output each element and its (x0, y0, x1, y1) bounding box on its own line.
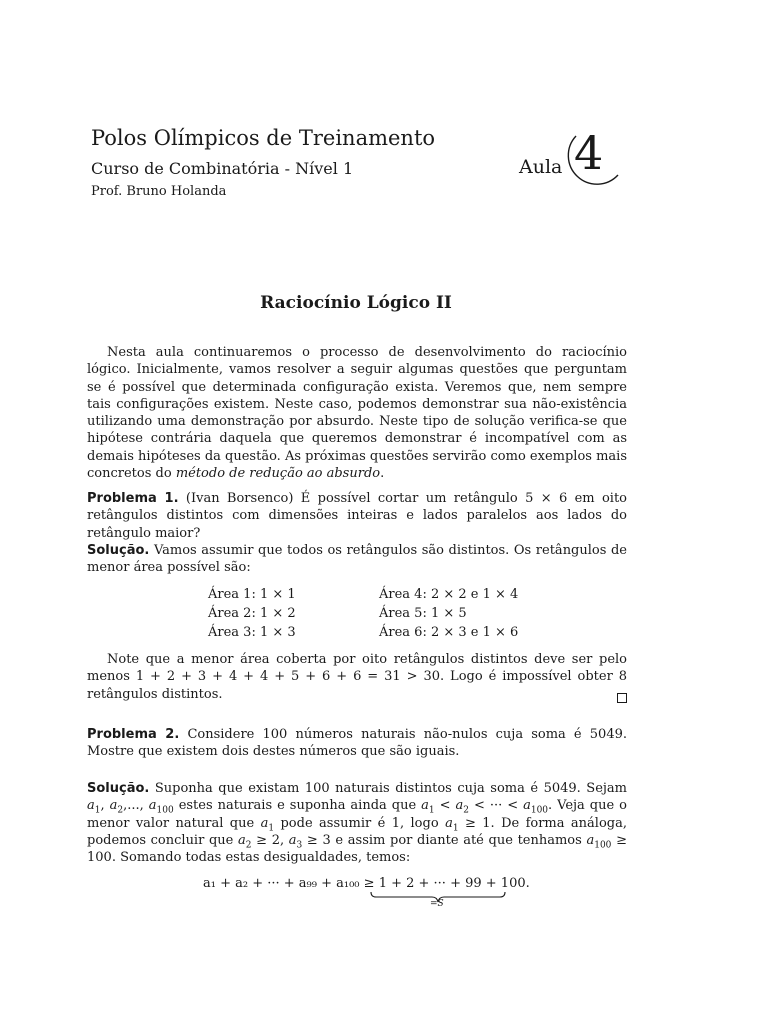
area-item: Área 1: 1 × 1 (208, 587, 296, 602)
area-item: Área 6: 2 × 3 e 1 × 6 (379, 625, 519, 640)
problem-2-text: Considere 100 números naturais não-nulos cuja soma é 5049. Mostre que existem dois destes números que são iguais. (87, 727, 627, 760)
solution-1 (87, 542, 627, 577)
problem-2 (87, 726, 627, 761)
brace-label: =S (430, 899, 444, 909)
math-expr: $a_1 < a_2$ < ··· < $a_{100}$ (421, 798, 549, 816)
solution-2-text: pode assumir é 1, logo (280, 815, 439, 831)
lesson-number: 4 (574, 126, 604, 180)
solution-1-note: Note que a menor área coberta por oito retângulos distintos deve ser pelo menos 1 + 2 + 3 + 4 + 4 + 5 + 6 + 6 = 31 > 30. Logo é impossível obter 8 retângulos distintos. (87, 652, 627, 702)
intro-emphasis: método de redução ao absurdo (175, 466, 381, 482)
course-subtitle: Curso de Combinatória - Nível 1 (91, 159, 354, 178)
solution-1-label: Solução. (87, 543, 150, 558)
equation-right: 1 + 2 + ··· + 99 + 100 (378, 876, 526, 891)
problem-1-text: (Ivan Borsenco) É possível cortar um retângulo 5 × 6 em oito retângulos distintos com dimensões inteiras e lados paralelos aos lados do retângulo maior? (87, 491, 628, 541)
sum-equation (203, 876, 530, 891)
section-title: Raciocínio Lógico II (260, 293, 452, 313)
course-title: Polos Olímpicos de Treinamento (91, 126, 436, 150)
intro-end: . (380, 466, 385, 482)
area-list-left (208, 585, 296, 642)
solution-2-text: . De forma análoga, podemos concluir que (87, 815, 627, 848)
math-expr: $a_{100} \ge 100$ (87, 832, 627, 866)
solution-1-text: Vamos assumir que todos os retângulos são distintos. Os retângulos de menor área possível são: (87, 543, 628, 576)
problem-2-label: Problema 2. (87, 727, 180, 742)
area-item: Área 4: 2 × 2 e 1 × 4 (379, 587, 519, 602)
area-item: Área 2: 1 × 2 (208, 606, 296, 621)
lesson-label: Aula (519, 156, 563, 178)
solution-2-text: . Veja que o menor valor natural que (87, 798, 627, 831)
math-expr: $a_1$, $a_2$,..., $a_{100}$ (87, 798, 174, 816)
solution-2-text: . Somando todas estas desigualdades, temos: (111, 850, 411, 866)
math-expr: $a_1$ (260, 815, 275, 834)
intro-paragraph (87, 344, 627, 482)
solution-2-label: Solução. (87, 781, 150, 796)
area-item: Área 5: 1 × 5 (379, 606, 467, 621)
area-list-right (379, 585, 518, 642)
problem-1 (87, 490, 627, 542)
equation-end: . (525, 876, 530, 891)
solution-2 (87, 780, 627, 866)
area-item: Área 3: 1 × 3 (208, 625, 296, 640)
intro-text: Nesta aula continuaremos o processo de desenvolvimento do raciocínio lógico. Inicialmente, vamos resolver a seguir algumas questões que perguntam se é possível que determinada configuração exista. Veremos que, nem sempre tais configurações existem. Neste caso, podemos demonstrar sua não-existência utilizando uma demonstração por absurdo. Neste tipo de solução verifica-se que hipótese contrária daquela que queremos demonstrar é incompatível com as demais hipóteses da questão. As próximas questões servirão como exemplos mais concretos do (87, 345, 627, 482)
math-expr: $a_2 \ge 2$, $a_3 \ge 3$ (238, 832, 331, 851)
professor-name: Prof. Bruno Holanda (91, 184, 227, 199)
qed-square-icon (617, 693, 627, 703)
solution-2-text: e assim por diante até que tenhamos (335, 832, 582, 848)
solution-2-text: Suponha que existam 100 naturais distintos cuja soma é 5049. Sejam (154, 781, 627, 796)
solution-2-text: estes naturais e suponha ainda que (178, 798, 417, 814)
equation-left: a₁ + a₂ + ··· + a₉₉ + a₁₀₀ ≥ (203, 876, 375, 891)
math-expr: $a_1 \ge 1$ (445, 815, 491, 834)
problem-1-label: Problema 1. (87, 491, 179, 506)
